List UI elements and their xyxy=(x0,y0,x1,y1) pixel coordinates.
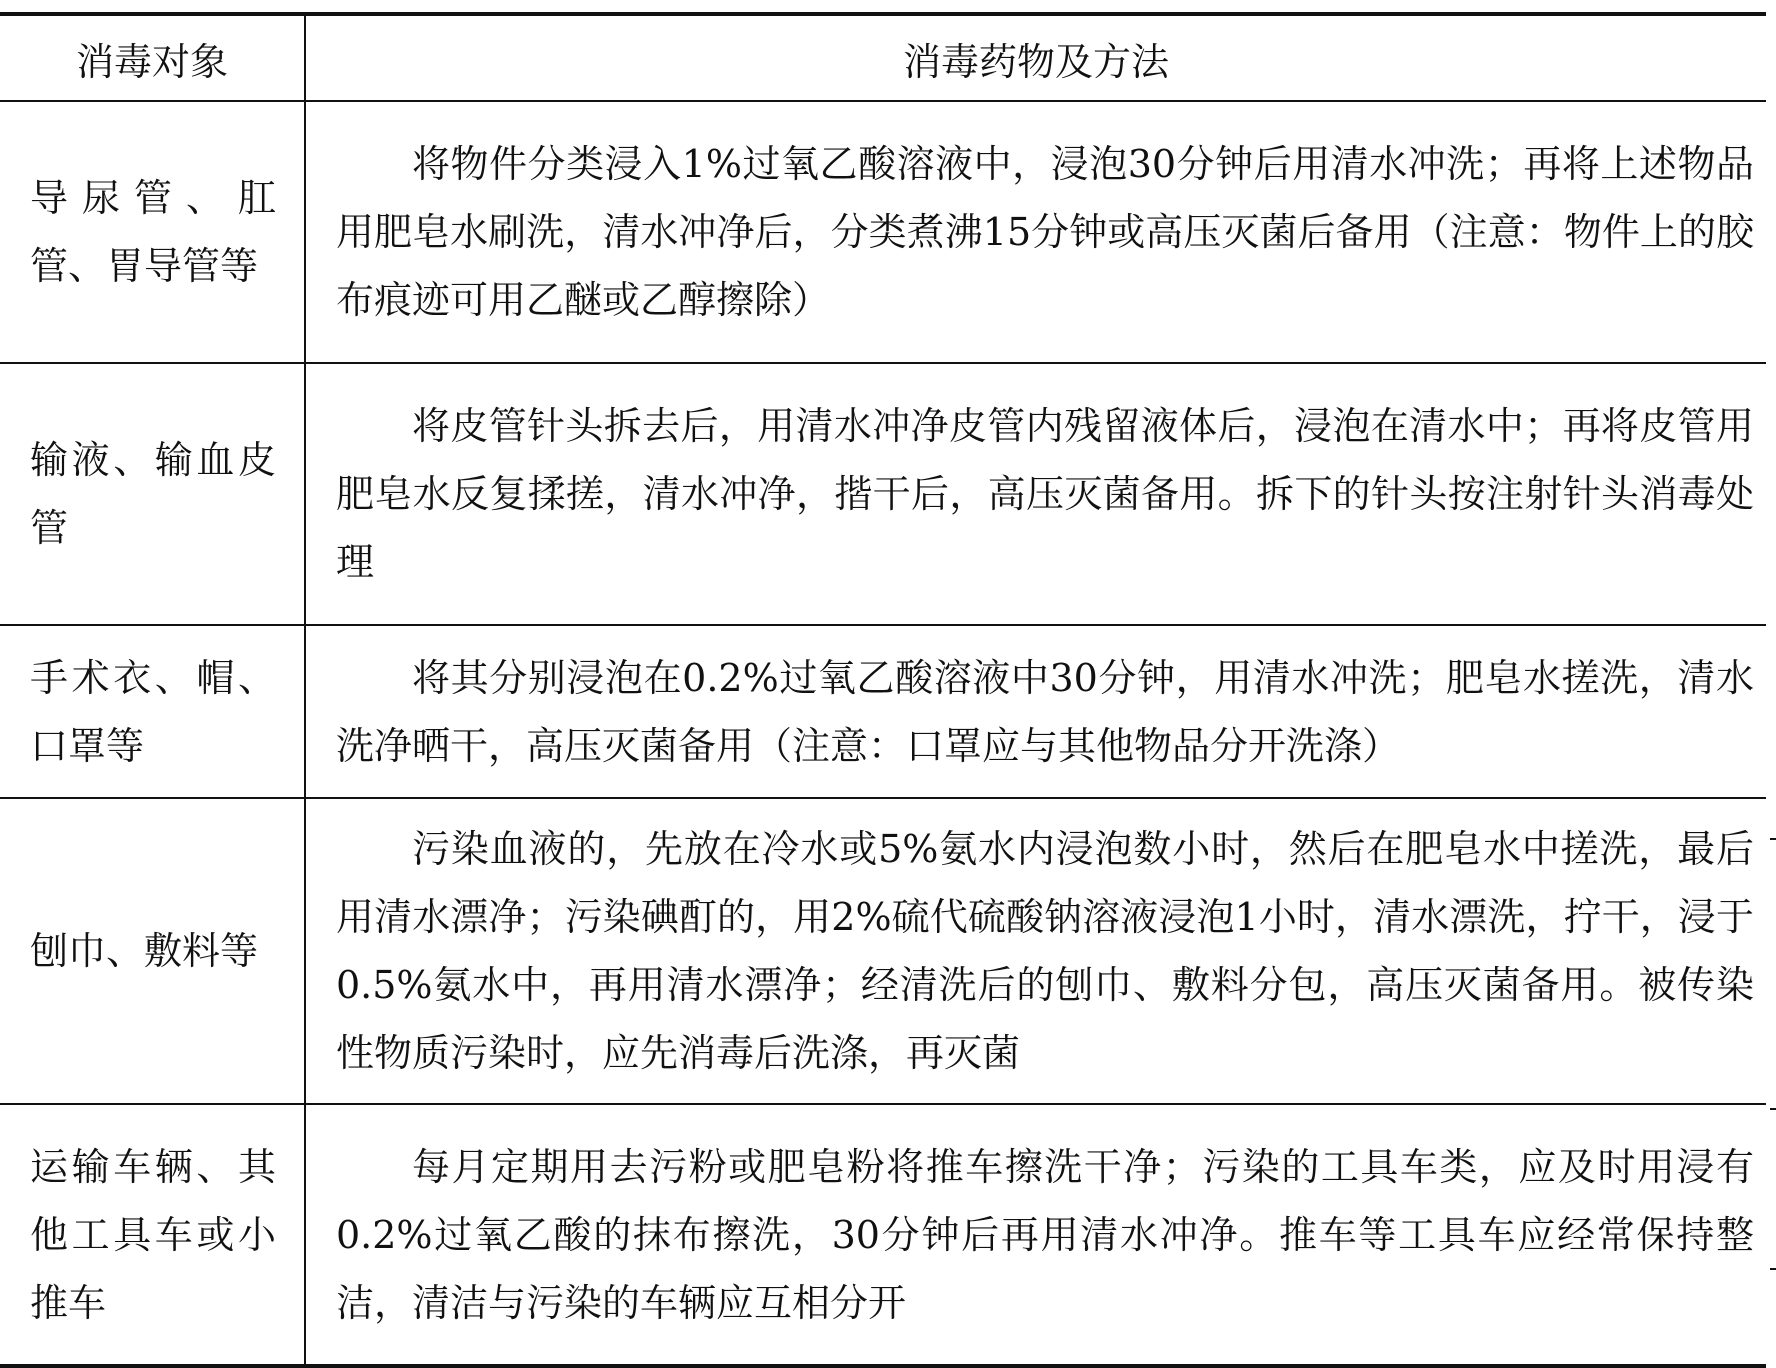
header-row xyxy=(0,14,1766,101)
method-cell: 污染血液的，先放在冷水或5%氨水内浸泡数小时，然后在肥皂水中搓洗，最后用清水漂净；污染碘酊的，用2%硫代硫酸钠溶液浸泡1小时，清水漂洗，拧干，浸于0.5%氨水中，再用清水漂净；经清洗后的刨巾、敷料分包，高压灭菌备用。被传染性物质污染时，应先消毒后洗涤，再灭菌 xyxy=(305,798,1766,1104)
object-cell: 刨巾、敷料等 xyxy=(0,798,305,1104)
edge-tick-mark xyxy=(1770,1268,1776,1270)
method-cell: 将其分别浸泡在0.2%过氧乙酸溶液中30分钟，用清水冲洗；肥皂水搓洗，清水洗净晒干，高压灭菌备用（注意：口罩应与其他物品分开洗涤） xyxy=(305,625,1766,798)
table-row xyxy=(0,1104,1766,1366)
table-row xyxy=(0,101,1766,363)
table-body xyxy=(0,101,1766,1366)
method-cell: 将皮管针头拆去后，用清水冲净皮管内残留液体后，浸泡在清水中；再将皮管用肥皂水反复揉搓，清水冲净，揩干后，高压灭菌备用。拆下的针头按注射针头消毒处理 xyxy=(305,363,1766,625)
table-row xyxy=(0,363,1766,625)
object-cell: 导尿管、肛管、胃导管等 xyxy=(0,101,305,363)
header-method: 消毒药物及方法 xyxy=(305,14,1766,101)
edge-tick-mark xyxy=(1770,838,1776,840)
method-cell: 每月定期用去污粉或肥皂粉将推车擦洗干净；污染的工具车类，应及时用浸有0.2%过氧乙酸的抹布擦洗，30分钟后再用清水冲净。推车等工具车应经常保持整洁，清洁与污染的车辆应互相分开 xyxy=(305,1104,1766,1366)
table-header xyxy=(0,14,1766,101)
edge-tick-mark xyxy=(1770,1108,1776,1110)
table-row xyxy=(0,625,1766,798)
disinfection-table xyxy=(0,12,1766,1368)
header-object: 消毒对象 xyxy=(0,14,305,101)
object-cell: 输液、输血皮管 xyxy=(0,363,305,625)
object-cell: 运输车辆、其他工具车或小推车 xyxy=(0,1104,305,1366)
table-row xyxy=(0,798,1766,1104)
method-cell: 将物件分类浸入1%过氧乙酸溶液中，浸泡30分钟后用清水冲洗；再将上述物品用肥皂水刷洗，清水冲净后，分类煮沸15分钟或高压灭菌后备用（注意：物件上的胶布痕迹可用乙醚或乙醇擦除） xyxy=(305,101,1766,363)
object-cell: 手术衣、帽、口罩等 xyxy=(0,625,305,798)
